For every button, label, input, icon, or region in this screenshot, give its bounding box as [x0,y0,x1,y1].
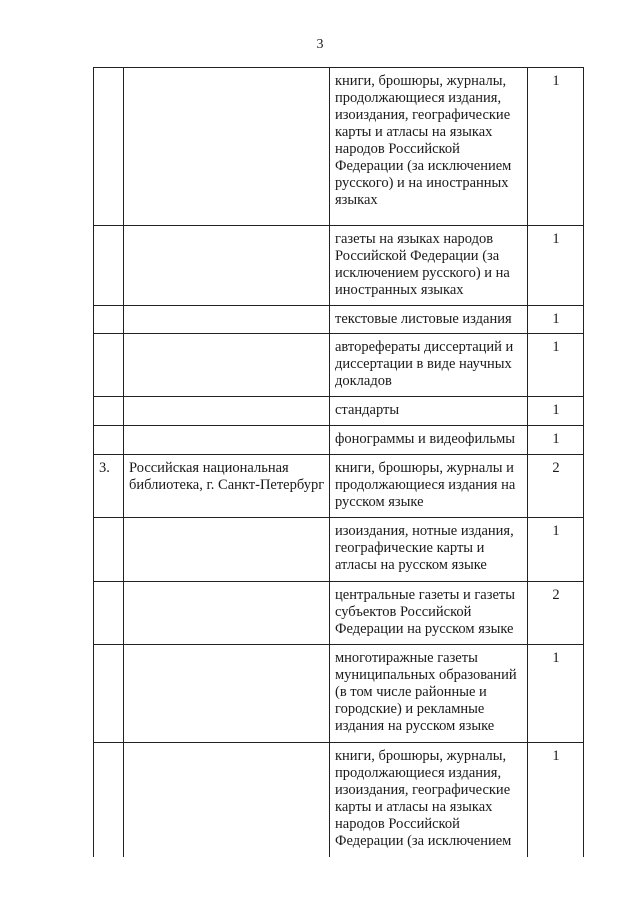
library-cell [124,334,330,397]
publication-type-cell: многотиражные газеты муниципальных образований (в том числе районные и городские) и рекламные издания на русском языке [330,645,528,743]
library-cell [124,582,330,645]
copy-count-cell: 1 [528,743,584,857]
row-number-cell [94,582,124,645]
table-row [94,455,584,518]
row-number-cell [94,306,124,334]
row-number-cell [94,743,124,857]
table-row [94,645,584,743]
publication-type-cell: книги, брошюры, журналы и продолжающиеся издания на русском языке [330,455,528,518]
copy-count-cell: 1 [528,68,584,226]
table-row [94,334,584,397]
deposit-copies-table [93,67,584,857]
table-row [94,226,584,306]
copy-count-cell: 1 [528,645,584,743]
publication-type-cell: стандарты [330,397,528,426]
publication-type-cell: газеты на языках народов Российской Федерации (за исключением русского) и на иностранных языках [330,226,528,306]
row-number-cell [94,334,124,397]
table-row [94,397,584,426]
table-row [94,426,584,455]
row-number-cell [94,226,124,306]
row-number-cell [94,518,124,582]
row-number-cell [94,426,124,455]
table-row [94,743,584,857]
copy-count-cell: 1 [528,334,584,397]
table-row [94,68,584,226]
library-cell [124,226,330,306]
row-number-cell [94,397,124,426]
row-number-cell: 3. [94,455,124,518]
library-cell [124,397,330,426]
row-number-cell [94,68,124,226]
copy-count-cell: 2 [528,582,584,645]
copy-count-cell: 1 [528,397,584,426]
library-cell [124,306,330,334]
library-cell [124,426,330,455]
publication-type-cell: книги, брошюры, журналы, продолжающиеся издания, изоиздания, географические карты и атласы на языках народов Российской Федерации (за исключением [330,743,528,857]
table-row [94,518,584,582]
library-cell [124,743,330,857]
library-cell [124,518,330,582]
library-cell [124,68,330,226]
publication-type-cell: книги, брошюры, журналы, продолжающиеся издания, изоиздания, географические карты и атласы на языках народов Российской Федерации (за исключением русского) и на иностранных языках [330,68,528,226]
copy-count-cell: 1 [528,306,584,334]
page-number: 3 [316,37,324,52]
publication-type-cell: текстовые листовые издания [330,306,528,334]
library-cell: Российская национальная библиотека, г. Санкт-Петербург [124,455,330,518]
copy-count-cell: 1 [528,226,584,306]
row-number-cell [94,645,124,743]
copy-count-cell: 1 [528,518,584,582]
library-cell [124,645,330,743]
publication-type-cell: центральные газеты и газеты субъектов Российской Федерации на русском языке [330,582,528,645]
table-row [94,306,584,334]
copy-count-cell: 1 [528,426,584,455]
publication-type-cell: фонограммы и видеофильмы [330,426,528,455]
publication-type-cell: авторефераты диссертаций и диссертации в виде научных докладов [330,334,528,397]
table-row [94,582,584,645]
publication-type-cell: изоиздания, нотные издания, географические карты и атласы на русском языке [330,518,528,582]
copy-count-cell: 2 [528,455,584,518]
